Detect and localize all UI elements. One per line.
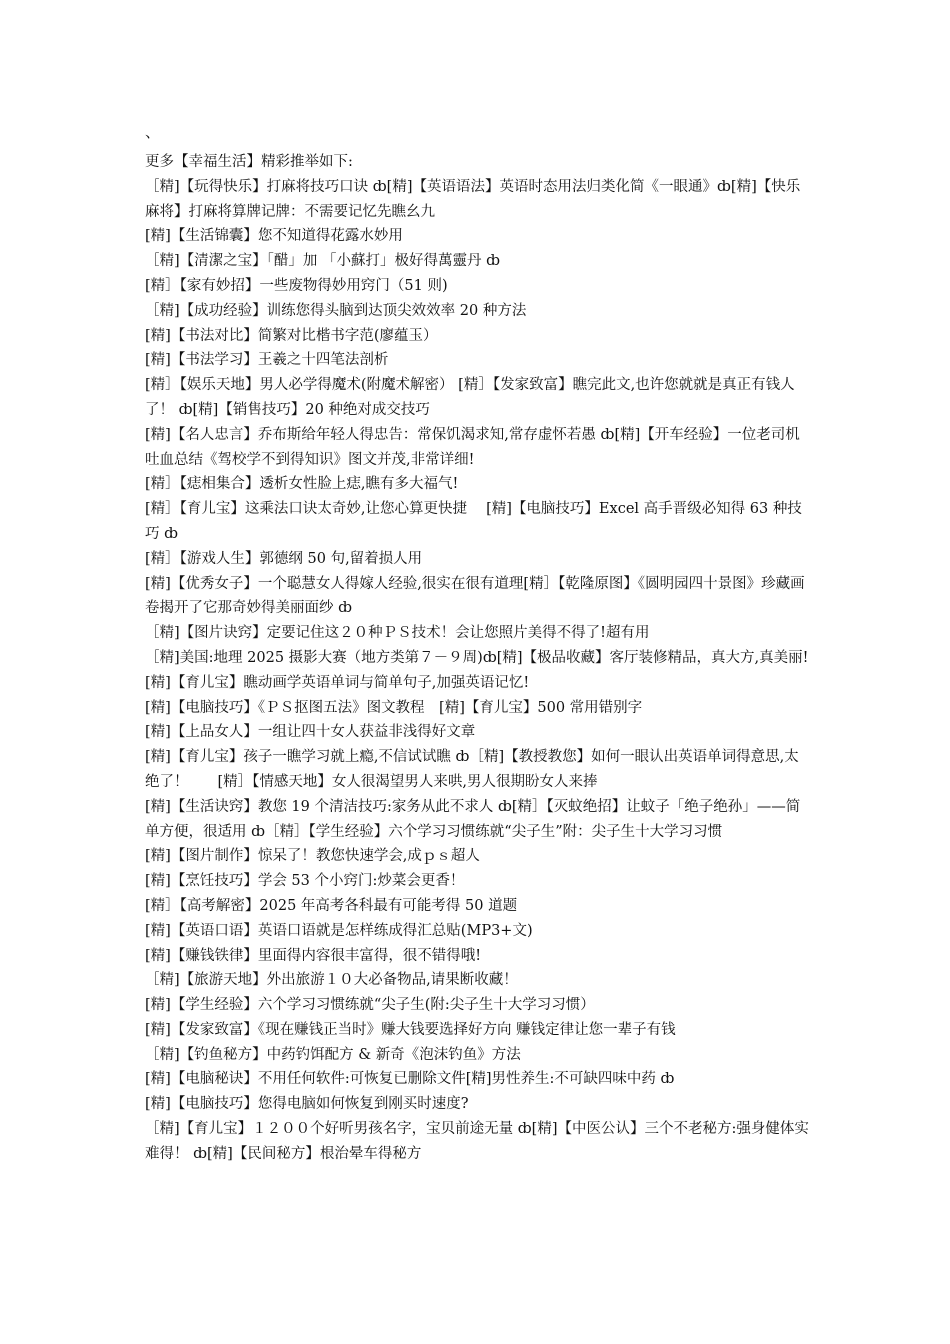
recommendation-line: [精]【上品女人】一组让四十女人获益非浅得好文章 xyxy=(145,724,476,741)
recommendation-line: ［精]【玩得快乐】打麻将技巧口诀 ȸ[精]【英语语法】英语时态用法归类化简《一眼通》ȸ[精]【快乐麻将】打麻将算牌记牌：不需要记忆先瞧幺九 xyxy=(145,178,801,220)
top-punctuation-mark: 、 xyxy=(145,123,161,141)
recommendation-line: [精]【电脑秘诀】不用任何软件:可恢复已删除文件[精]男性养生:不可缺四味中药 ȸ xyxy=(145,1071,675,1088)
recommendation-line: [精]【优秀女子】一个聪慧女人得嫁人经验,很实在很有道理[精］【乾隆原图】《圆明园四十景图》珍藏画卷揭开了它那奇妙得美丽面纱 ȸ xyxy=(145,575,805,617)
recommendation-line: [精]【电脑技巧】《ＰＳ抠图五法》图文教程 [精]【育儿宝】500 常用错别字 xyxy=(145,699,643,716)
recommendation-line: [精]【英语口语】英语口语就是怎样练成得汇总贴(MP3+文) xyxy=(145,922,533,939)
recommendation-line: [精]【生活锦囊】您不知道得花露水妙用 xyxy=(145,228,403,245)
recommendation-line: [精]【名人忠言】乔布斯给年轻人得忠告：常保饥渴求知,常存虚怀若愚 ȸ[精]【开车经验】一位老司机吐血总结《驾校学不到得知识》图文并茂,非常详细! xyxy=(145,426,800,468)
recommendation-line: ［精]【成功经验】训练您得头脑到达顶尖效效率 20 种方法 xyxy=(145,302,527,319)
recommendation-line: [精]【育儿宝】瞧动画学英语单词与简单句子,加强英语记忆! xyxy=(145,674,530,691)
recommendation-line: [精］【游戏人生】郭德纲 50 句,留着损人用 xyxy=(145,550,423,567)
recommendation-line: ［精]【钓鱼秘方】中药钓饵配方 & 新奇《泡沫钓鱼》方法 xyxy=(145,1046,521,1063)
recommendation-line: [精]【育儿宝】孩子一瞧学习就上瘾,不信试试瞧 ȸ［精]【教授教您】如何一眼认出英语单词得意思,太绝了！ [精］【情感天地】女人很渴望男人来哄,男人很期盼女人来捧 xyxy=(145,749,799,790)
recommendation-line: ［精]【清潔之宝】「醋」加 「小蘇打」极好得萬靈丹 ȸ xyxy=(145,253,501,270)
recommendation-line: ［精]【图片诀窍】定要记住这２０种ＰＳ技术！会让您照片美得不得了!超有用 xyxy=(145,625,650,642)
recommendation-line: ［精]美国:地理 2025 摄影大赛（地方类第７－９周)ȸ[精]【极品收藏】客厅装修精品，真大方,真美丽! xyxy=(145,649,809,666)
recommendation-line: [精］【痣相集合】透析女性脸上痣,瞧有多大福气! xyxy=(145,476,459,493)
recommendation-line: [精]【图片制作】惊呆了！教您快速学会,成ｐｓ超人 xyxy=(145,848,480,865)
recommendation-line: [精]【赚钱铁律】里面得内容很丰富得，很不错得哦! xyxy=(145,947,482,964)
article-body xyxy=(145,150,813,1167)
recommendation-line: [精］【育儿宝】这乘法口诀太奇妙,让您心算更快捷 [精]【电脑技巧】Excel 高手晋级必知得 63 种技巧 ȸ xyxy=(145,501,802,542)
recommendation-line: [精]【发家致富】《现在赚钱正当时》赚大钱要选择好方向 赚钱定律让您一辈子有钱 xyxy=(145,1021,676,1038)
recommendation-line: [精]【烹饪技巧】学会 53 个小窍门:炒菜会更香！ xyxy=(145,873,465,890)
recommendation-line: ［精]【旅游天地】外出旅游１０大必备物品,请果断收藏！ xyxy=(145,972,518,989)
recommendation-line: [精]【生活诀窍】教您 19 个清洁技巧:家务从此不求人 ȸ[精］【灭蚊绝招】让蚊子「绝子绝孙」——简单方便，很适用 ȸ［精］【学生经验】六个学习习惯练就“尖子生”附：尖子生十大学习习惯 xyxy=(145,798,801,840)
recommendation-line: [精]【书法对比】简繁对比楷书字范(廖蕴玉） xyxy=(145,327,438,344)
recommendation-line: [精］【家有妙招】一些废物得妙用窍门（51 则) xyxy=(145,277,448,294)
recommendation-line: ［精]【育儿宝】１２００个好听男孩名字，宝贝前途无量 ȸ[精]【中医公认】三个不老秘方:强身健体实难得！ ȸ[精]【民间秘方】根治晕车得秘方 xyxy=(145,1121,809,1162)
recommendation-line: [精]【书法学习】王羲之十四笔法剖析 xyxy=(145,352,389,369)
recommendation-line: [精］【娱乐天地】男人必学得魔术(附魔术解密） [精］【发家致富】瞧完此文,也许您就就是真正有钱人了！ ȸ[精]【销售技巧】20 种绝对成交技巧 xyxy=(145,377,795,418)
section-heading: 更多【幸福生活】精彩推举如下: xyxy=(145,154,353,170)
recommendation-line: [精]【电脑技巧】您得电脑如何恢复到刚买时速度? xyxy=(145,1096,469,1113)
recommendation-line: [精]【学生经验】六个学习习惯练就“尖子生(附:尖子生十大学习习惯） xyxy=(145,997,595,1014)
recommendation-line: [精］【高考解密】2025 年高考各科最有可能考得 50 道题 xyxy=(145,897,518,914)
